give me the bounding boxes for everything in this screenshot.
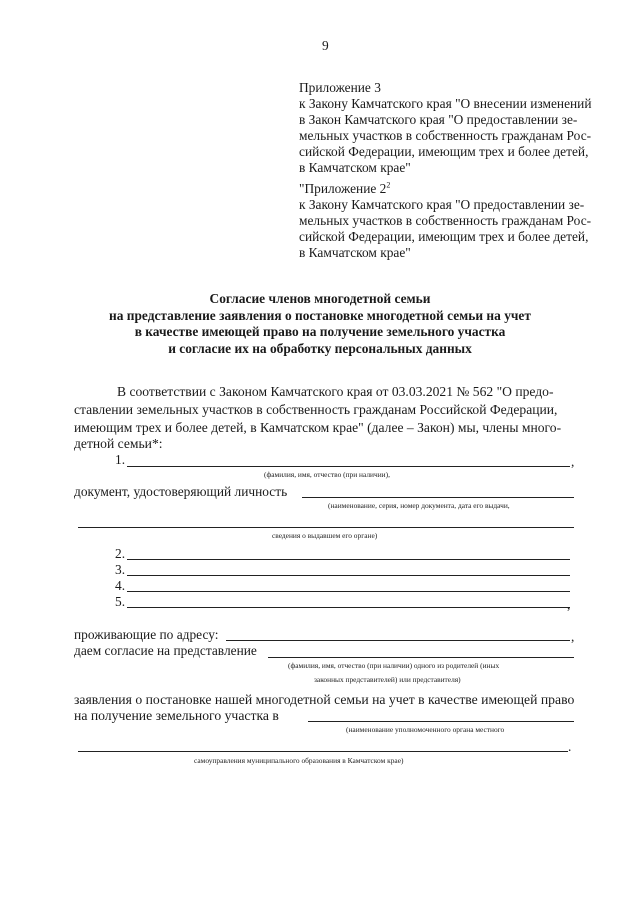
appendix-2-2-line: в Камчатском крае" [299, 245, 411, 260]
parent-hint-2: законных представителей) или представителя) [314, 675, 461, 684]
representative-field[interactable] [268, 657, 574, 658]
address-field[interactable] [226, 640, 570, 641]
org-period: . [568, 739, 572, 754]
org-hint-1: (наименование уполномоченного органа местного [346, 725, 505, 734]
title-line: на представление заявления о постановке многодетной семьи на учет [109, 307, 531, 323]
org-field[interactable] [308, 721, 574, 722]
member-1-number: 1. [115, 452, 126, 467]
consent-label: даем согласие на представление [74, 643, 257, 658]
appendix-3-line: сийской Федерации, имеющим трех и более детей, [299, 144, 589, 159]
appendix-2-2-heading [299, 181, 591, 197]
appendix-2-2-heading-text: "Приложение 2 [299, 181, 387, 196]
member-5-comma: , [567, 597, 571, 612]
member-2-field[interactable] [127, 559, 570, 560]
appendix-3-line: мельных участков в собственность гражданам Рос- [299, 128, 592, 143]
org-field-continued[interactable] [78, 751, 568, 752]
parent-hint-1: (фамилия, имя, отчество (при наличии) одного из родителей (иных [288, 661, 500, 670]
doc-field[interactable] [302, 497, 574, 498]
member-4-field[interactable] [127, 591, 570, 592]
member-5-number: 5. [115, 594, 126, 609]
member-1-field[interactable] [127, 466, 570, 467]
member-1-comma: , [571, 454, 575, 469]
title-line: и согласие их на обработку персональных данных [168, 340, 472, 356]
intro-line: ставлении земельных участков в собственность гражданам Российской Федерации, [74, 402, 558, 417]
member-3-field[interactable] [127, 575, 570, 576]
member-5-field[interactable] [127, 607, 570, 608]
appendix-3-heading: Приложение 3 [299, 80, 381, 95]
intro-line: детной семьи*: [74, 436, 163, 451]
doc-hint: (наименование, серия, номер документа, дата его выдачи, [328, 501, 510, 510]
page-number: 9 [322, 38, 329, 53]
document-title [0, 291, 640, 357]
member-2-number: 2. [115, 546, 126, 561]
appendix-2-2-line: мельных участков в собственность гражданам Рос- [299, 213, 592, 228]
appendix-2-2-superscript: 2 [386, 180, 391, 190]
address-comma: , [571, 629, 575, 644]
appendix-3-block [299, 80, 592, 176]
member-3-number: 3. [115, 562, 126, 577]
appendix-3-line: в Закон Камчатского края "О предоставлении зе- [299, 112, 578, 127]
statement-line-2: на получение земельного участка в [74, 708, 279, 723]
issuer-hint: сведения о выдавшем его органе) [272, 531, 378, 540]
title-line: в качестве имеющей право на получение земельного участка [134, 324, 506, 339]
address-label: проживающие по адресу: [74, 627, 219, 642]
fio-hint: (фамилия, имя, отчество (при наличии), [264, 470, 390, 479]
appendix-2-2-line: сийской Федерации, имеющим трех и более детей, [299, 229, 589, 244]
appendix-2-2-line: к Закону Камчатского края "О предоставлении зе- [299, 197, 585, 212]
doc-label: документ, удостоверяющий личность [74, 484, 288, 499]
intro-line: В соответствии с Законом Камчатского края от 03.03.2021 № 562 "О предо- [117, 384, 554, 399]
member-4-number: 4. [115, 578, 126, 593]
appendix-3-line: в Камчатском крае" [299, 160, 411, 175]
appendix-3-line: к Закону Камчатского края "О внесении изменений [299, 96, 592, 111]
issuer-field[interactable] [78, 527, 574, 528]
title-line: Согласие членов многодетной семьи [209, 291, 431, 306]
org-hint-2: самоуправления муниципального образования в Камчатском крае) [194, 756, 404, 765]
appendix-2-2-block [299, 181, 591, 261]
statement-line-1: заявления о постановке нашей многодетной семьи на учет в качестве имеющей право [74, 692, 575, 707]
intro-line: имеющим трех и более детей, в Камчатском крае" (далее – Закон) мы, члены много- [74, 420, 562, 435]
